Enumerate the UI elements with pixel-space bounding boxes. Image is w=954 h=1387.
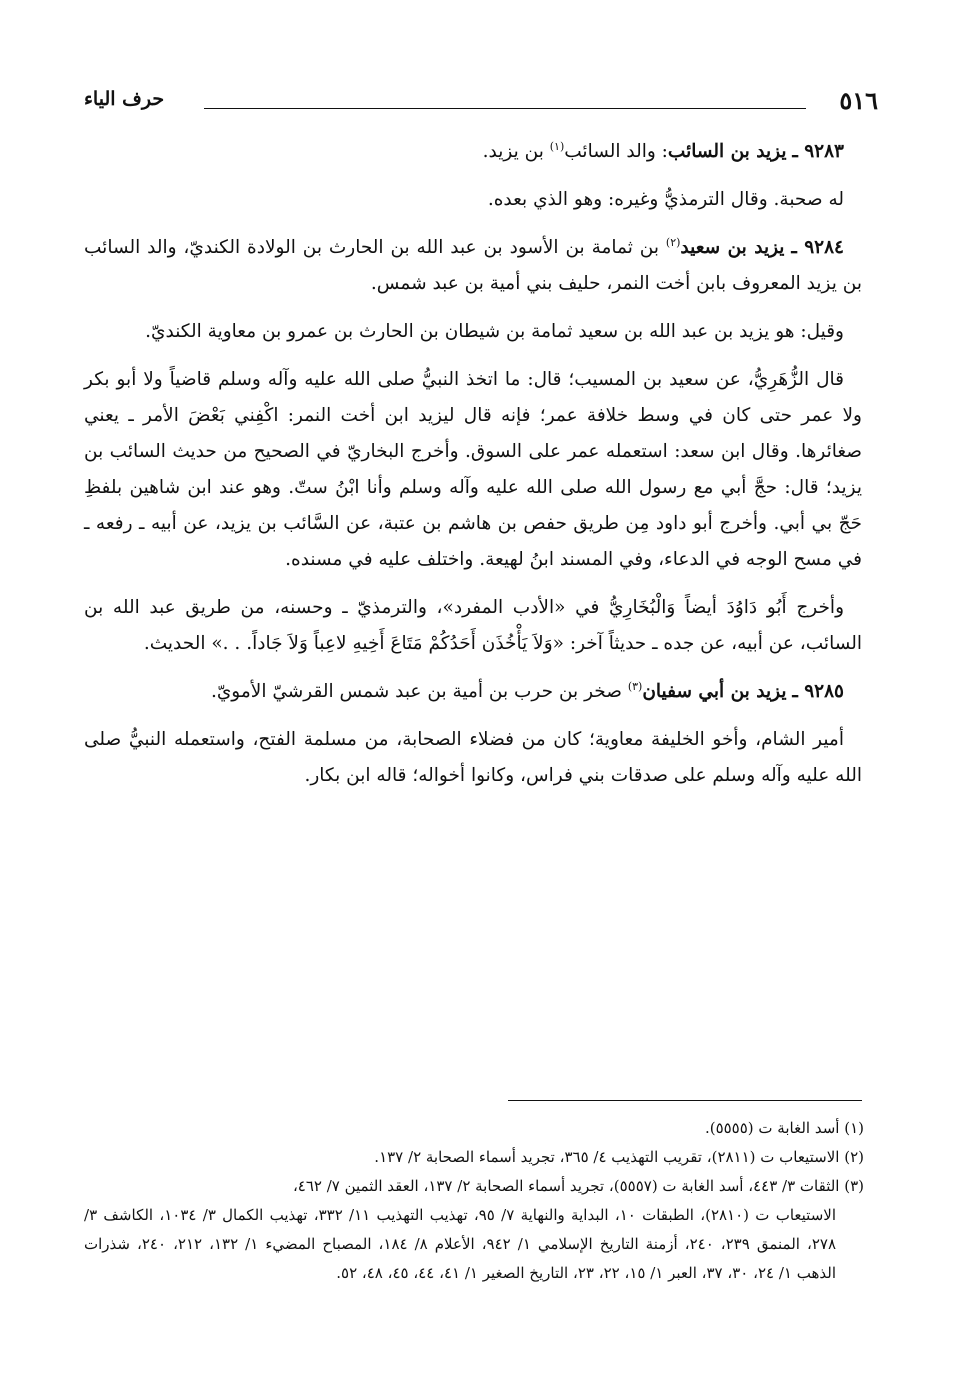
paragraph: له صحبة. وقال الترمذيُّ وغيره: وهو الذي بعده.: [487, 189, 844, 210]
paragraph: أمير الشام، وأخو الخليفة معاوية؛ كان من فضلاء الصحابة، من مسلمة الفتح، واستعمله النبيُّ صلى الله عليه وآله وسلم على صدقات بني فراس، وكانوا أخواله؛ قاله ابن بكار.: [84, 729, 862, 786]
footnote-separator: [508, 1100, 862, 1101]
footnotes: [84, 1114, 864, 1288]
page-header: [84, 84, 878, 118]
entry-9283: [84, 134, 862, 170]
entry-number: ٩٢٨٣ ـ: [792, 141, 844, 162]
paragraph: وقيل: هو يزيد بن عبد الله بن سعيد ثمامة بن شيطان بن الحارث بن عمرو بن معاوية الكنديّ.: [145, 321, 844, 342]
footnote-1: (١) أسد الغابة ت (٥٥٥٥).: [704, 1119, 864, 1137]
footnote-marker: (١): [549, 139, 565, 153]
footnote-3-continued: الاستيعاب ت (٢٨١٠)، الطبقات ١٠، البداية والنهاية ٧/ ٩٥، تهذيب التهذيب ١١/ ٣٣٢، تهذيب الكمال ٣/ ١٠٣٤، الكاشف ٣/ ٢٧٨، المنمق ٢٣٩، ٢٤٠، أزمنة التاريخ الإسلامي ١/ ٩٤٢، الأعلام ٨/ ١٨٤، المصباح المضيء ١/ ١٣٢، ٢١٢، ٢٤٠، شذرات الذهب ١/ ٢٤، ٣٠، ٣٧، العبر ١/ ١٥، ٢٢، ٢٣، التاريخ الصغير ١/ ٤١، ٤٤، ٤٥، ٤٨، ٥٢.: [84, 1206, 836, 1282]
main-text: [84, 134, 862, 806]
paragraph: قال الزُّهَرِيُّ، عن سعيد بن المسيب؛ قال: ما اتخذ النبيُّ صلى الله عليه وآله وسلم قاضياً ولا أبو بكر ولا عمر حتى كان في وسط خلافة عمر؛ فإنه قال ليزيد ابن أخت النمر: اكْفِني بَعْضَ الأمر ـ يعني صغائرها. وقال ابن سعد: استعمله عمر على السوق. وأخرج البخاريّ في الصحيح من حديث السائب بن يزيد؛ قال: حجَّ أبي مع رسول الله صلى الله عليه وآله وسلم وأنا ابْنُ ستّ. وهو عند ابن شاهين بلفظِ حَجّ بي أبي. وأخرج أبو داود مِن طريق حفص بن هاشم بن عتبة، عن السَّائب بن يزيد، عن أبيه ـ رفعه ـ في مسح الوجه في الدعاء، وفي المسند ابنُ لهيعة. واختلف عليه في مسنده.: [84, 369, 862, 570]
entry-number: ٩٢٨٥ ـ: [792, 681, 844, 702]
entry-9285: [84, 674, 862, 710]
entry-text: : والد السائب: [564, 141, 668, 162]
footnote-2: (٢) الاستيعاب ت (٢٨١١)، تقريب التهذيب ٤/ ٣٦٥، تجريد أسماء الصحابة ٢/ ١٣٧.: [374, 1148, 864, 1166]
entry-9284: [84, 230, 862, 302]
entry-name: يزيد بن السائب: [667, 141, 787, 162]
entry-name: يزيد بن سعيد: [680, 237, 785, 258]
footnote-marker: (٢): [665, 235, 681, 249]
header-rule: [204, 108, 806, 109]
entry-text: صخر بن حرب بن أمية بن عبد شمس القرشيّ الأمويّ.: [210, 681, 628, 702]
entry-text: بن ثمامة بن الأسود بن عبد الله بن الحارث بن الولادة الكنديّ، والد السائب بن يزيد المعروف بابن أخت النمر، حليف بني أمية بن عبد شمس.: [84, 237, 862, 294]
entry-name: يزيد بن أبي سفيان: [642, 681, 787, 702]
footnote-marker: (٣): [627, 679, 643, 693]
running-title: حرف الياء: [84, 88, 165, 110]
page-number: ٥١٦: [839, 86, 878, 115]
entry-text: بن يزيد.: [482, 141, 550, 162]
footnote-3: (٣) الثقات ٣/ ٤٤٣، أسد الغابة ت (٥٥٥٧)، تجريد أسماء الصحابة ٢/ ١٣٧، العقد الثمين ٧/ ٤٦٢،: [292, 1177, 864, 1195]
entry-number: ٩٢٨٤ ـ: [791, 237, 844, 258]
paragraph: وأخرج أَبُو دَاوُدَ أيضاً وَالْبُخَارِيُّ في «الأدب المفرد»، والترمذيّ ـ وحسنه، من طريق عبد الله بن السائب، عن أبيه، عن جده ـ حديثاً آخر: «وَلاَ يَأْخُذَن أَحَدُكُمْ مَتَاعَ أَخِيهِ لاعِباً وَلاَ جَاداً. . .» الحديث.: [84, 597, 862, 654]
